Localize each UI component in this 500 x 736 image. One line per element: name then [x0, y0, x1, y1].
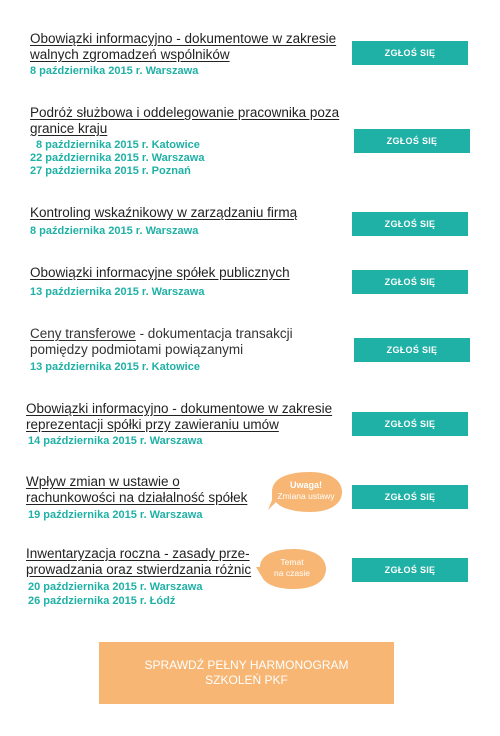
training-2-title-line-1[interactable]: Podróż służbowa i oddelegowanie pracownika poza [30, 105, 340, 120]
training-5-date-1: 13 października 2015 r. Katowice [30, 361, 200, 373]
training-2-date-1: 8 października 2015 r. Katowice [36, 139, 200, 151]
training-8-date-2: 26 października 2015 r. Łódź [28, 595, 176, 607]
training-2-title-line-2[interactable]: granice kraju [30, 121, 108, 136]
training-5-signup-button[interactable]: ZGŁOŚ SIĘ [354, 338, 470, 362]
training-7-badge-line-2: Zmiana ustawy [277, 491, 335, 501]
training-8-badge-line-1: Temat [280, 557, 304, 567]
training-1-date-1: 8 października 2015 r. Warszawa [30, 65, 199, 77]
training-7-badge [268, 470, 344, 514]
training-3-date-1: 8 października 2015 r. Warszawa [30, 225, 199, 237]
training-5-title-link[interactable]: Ceny transferowe [30, 326, 136, 341]
training-6-date-1: 14 października 2015 r. Warszawa [28, 435, 203, 447]
training-2-date-3: 27 października 2015 r. Poznań [30, 165, 191, 177]
training-8-title[interactable] [26, 546, 251, 578]
full-schedule-button[interactable] [99, 642, 394, 704]
training-8-signup-button[interactable]: ZGŁOŚ SIĘ [352, 558, 468, 582]
training-8-badge-line-2: na czasie [274, 568, 310, 578]
training-5-title-rest: - dokumentacja transakcji [135, 326, 293, 341]
training-1-title[interactable] [30, 31, 336, 63]
training-1-signup-button[interactable]: ZGŁOŚ SIĘ [352, 41, 468, 65]
training-2-signup-button[interactable]: ZGŁOŚ SIĘ [354, 129, 470, 153]
training-1-title-line-1[interactable]: Obowiązki informacyjno - dokumentowe w zakresie [30, 31, 337, 46]
training-4-signup-button[interactable]: ZGŁOŚ SIĘ [352, 270, 468, 294]
training-5-title [30, 326, 293, 358]
training-5-title-line-2: pomiędzy podmiotami powiązanymi [30, 342, 244, 357]
training-4-title-line-1[interactable]: Obowiązki informacyjne spółek publicznych [30, 265, 290, 280]
training-2-date-2: 22 października 2015 r. Warszawa [30, 152, 205, 164]
training-6-title[interactable] [26, 401, 332, 433]
training-8-title-line-1[interactable]: Inwentaryzacja roczna - zasady prze- [26, 546, 250, 561]
training-6-title-line-2[interactable]: reprezentacji spółki przy zawieraniu umów [26, 417, 279, 432]
training-3-title[interactable] [30, 205, 297, 221]
training-1-title-line-2[interactable]: walnych zgromadzeń wspólników [30, 47, 230, 62]
training-7-title-line-1[interactable]: Wpływ zmian w ustawie o [26, 474, 180, 489]
training-7-title[interactable] [26, 474, 247, 506]
training-4-title[interactable] [30, 265, 290, 281]
training-2-title[interactable] [30, 105, 339, 137]
training-7-title-line-2[interactable]: rachunkowości na działalność spółek [26, 490, 248, 505]
training-7-signup-button[interactable]: ZGŁOŚ SIĘ [352, 485, 468, 509]
training-7-badge-line-1: Uwaga! [289, 480, 322, 490]
training-3-signup-button[interactable]: ZGŁOŚ SIĘ [352, 212, 468, 236]
training-3-title-line-1[interactable]: Kontroling wskaźnikowy w zarządzaniu firmą [30, 205, 298, 220]
full-schedule-line-1: SPRAWDŹ PEŁNY HARMONOGRAM [144, 658, 349, 672]
training-7-date-1: 19 października 2015 r. Warszawa [28, 509, 203, 521]
training-4-date-1: 13 października 2015 r. Warszawa [30, 286, 205, 298]
training-6-signup-button[interactable]: ZGŁOŚ SIĘ [352, 412, 468, 436]
training-8-date-1: 20 października 2015 r. Warszawa [28, 581, 203, 593]
training-6-title-line-1[interactable]: Obowiązki informacyjno - dokumentowe w zakresie [26, 401, 333, 416]
training-8-badge [256, 547, 328, 593]
training-8-title-line-2[interactable]: prowadzania oraz stwierdzania różnic [26, 562, 252, 577]
full-schedule-line-2: SZKOLEŃ PKF [205, 673, 288, 687]
